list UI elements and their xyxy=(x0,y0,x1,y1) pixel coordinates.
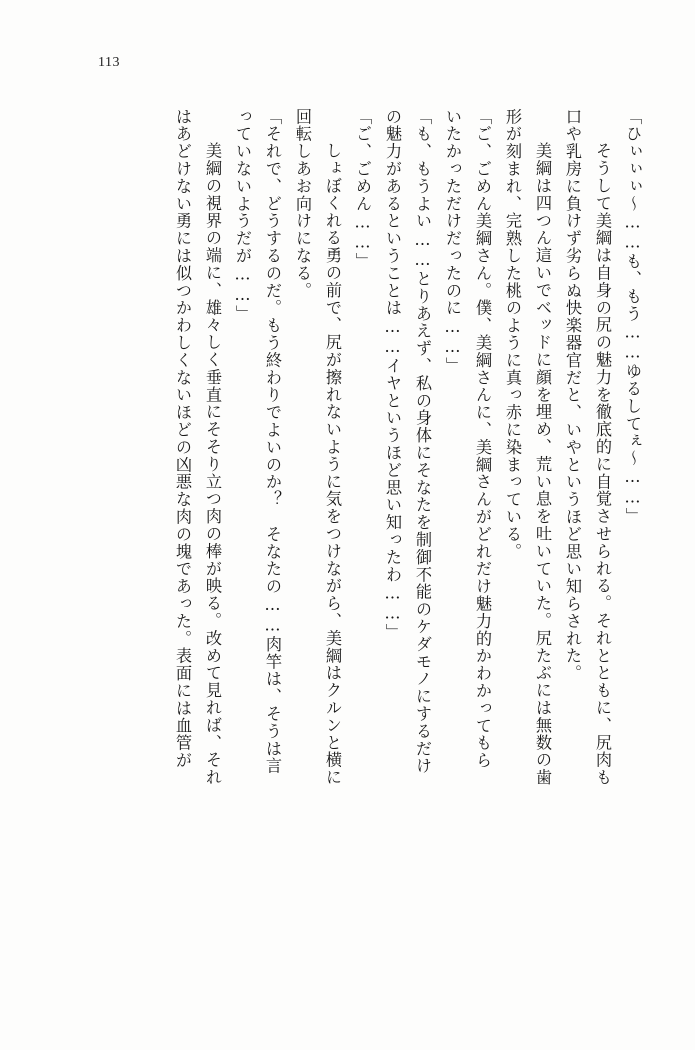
text-line: 「ご、ごめん……」 xyxy=(353,108,372,271)
text-line: 「それで、どうするのだ。もう終わりでよいのか？ そなたの……肉竿は、そうは言 xyxy=(263,108,282,775)
text-line: 美綱の視界の端に、雄々しく垂直にそそり立つ肉の棒が映る。改めて見れば、それ xyxy=(203,125,222,787)
text-line: 「ご、ごめん美綱さん。僕、美綱さんに、美綱さんがどれだけ魅力的かわかってもら xyxy=(473,108,492,770)
text-line: っていないようだが……」 xyxy=(233,108,252,323)
text-line: の魅力があるということは……イヤというほど思い知ったわ……」 xyxy=(383,108,402,642)
text-line: いたかっただけだったのに……」 xyxy=(443,108,462,375)
text-line: はあどけない勇には似つかわしくないほどの凶悪な肉の塊であった。表面には血管が xyxy=(173,108,192,770)
text-line: 回転しあお向けになる。 xyxy=(293,108,312,300)
text-line: 形が刻まれ、完熟した桃のように真っ赤に染まっている。 xyxy=(503,108,522,561)
text-line: 口や乳房に負けず劣らぬ快楽器官だと、いやというほど思い知らされた。 xyxy=(563,108,582,683)
text-line: 「ひぃぃぃ～……も、もう……ゆるしてぇ～……」 xyxy=(623,108,642,525)
text-line: そうして美綱は自身の尻の魅力を徹底的に自覚させられる。それとともに、尻肉も xyxy=(593,125,612,787)
text-line: 「も、もうよい……とりあえず、私の身体にそなたを制御不能のケダモノにするだけ xyxy=(413,108,432,775)
vertical-text-body xyxy=(60,108,640,978)
page-number: 113 xyxy=(98,55,120,70)
text-line: 美綱は四つん這いでベッドに顔を埋め、荒い息を吐いていた。尻たぶには無数の歯 xyxy=(533,125,552,787)
text-line: しょぼくれる勇の前で、尻が擦れないように気をつけながら、美綱はクルンと横に xyxy=(323,125,342,787)
